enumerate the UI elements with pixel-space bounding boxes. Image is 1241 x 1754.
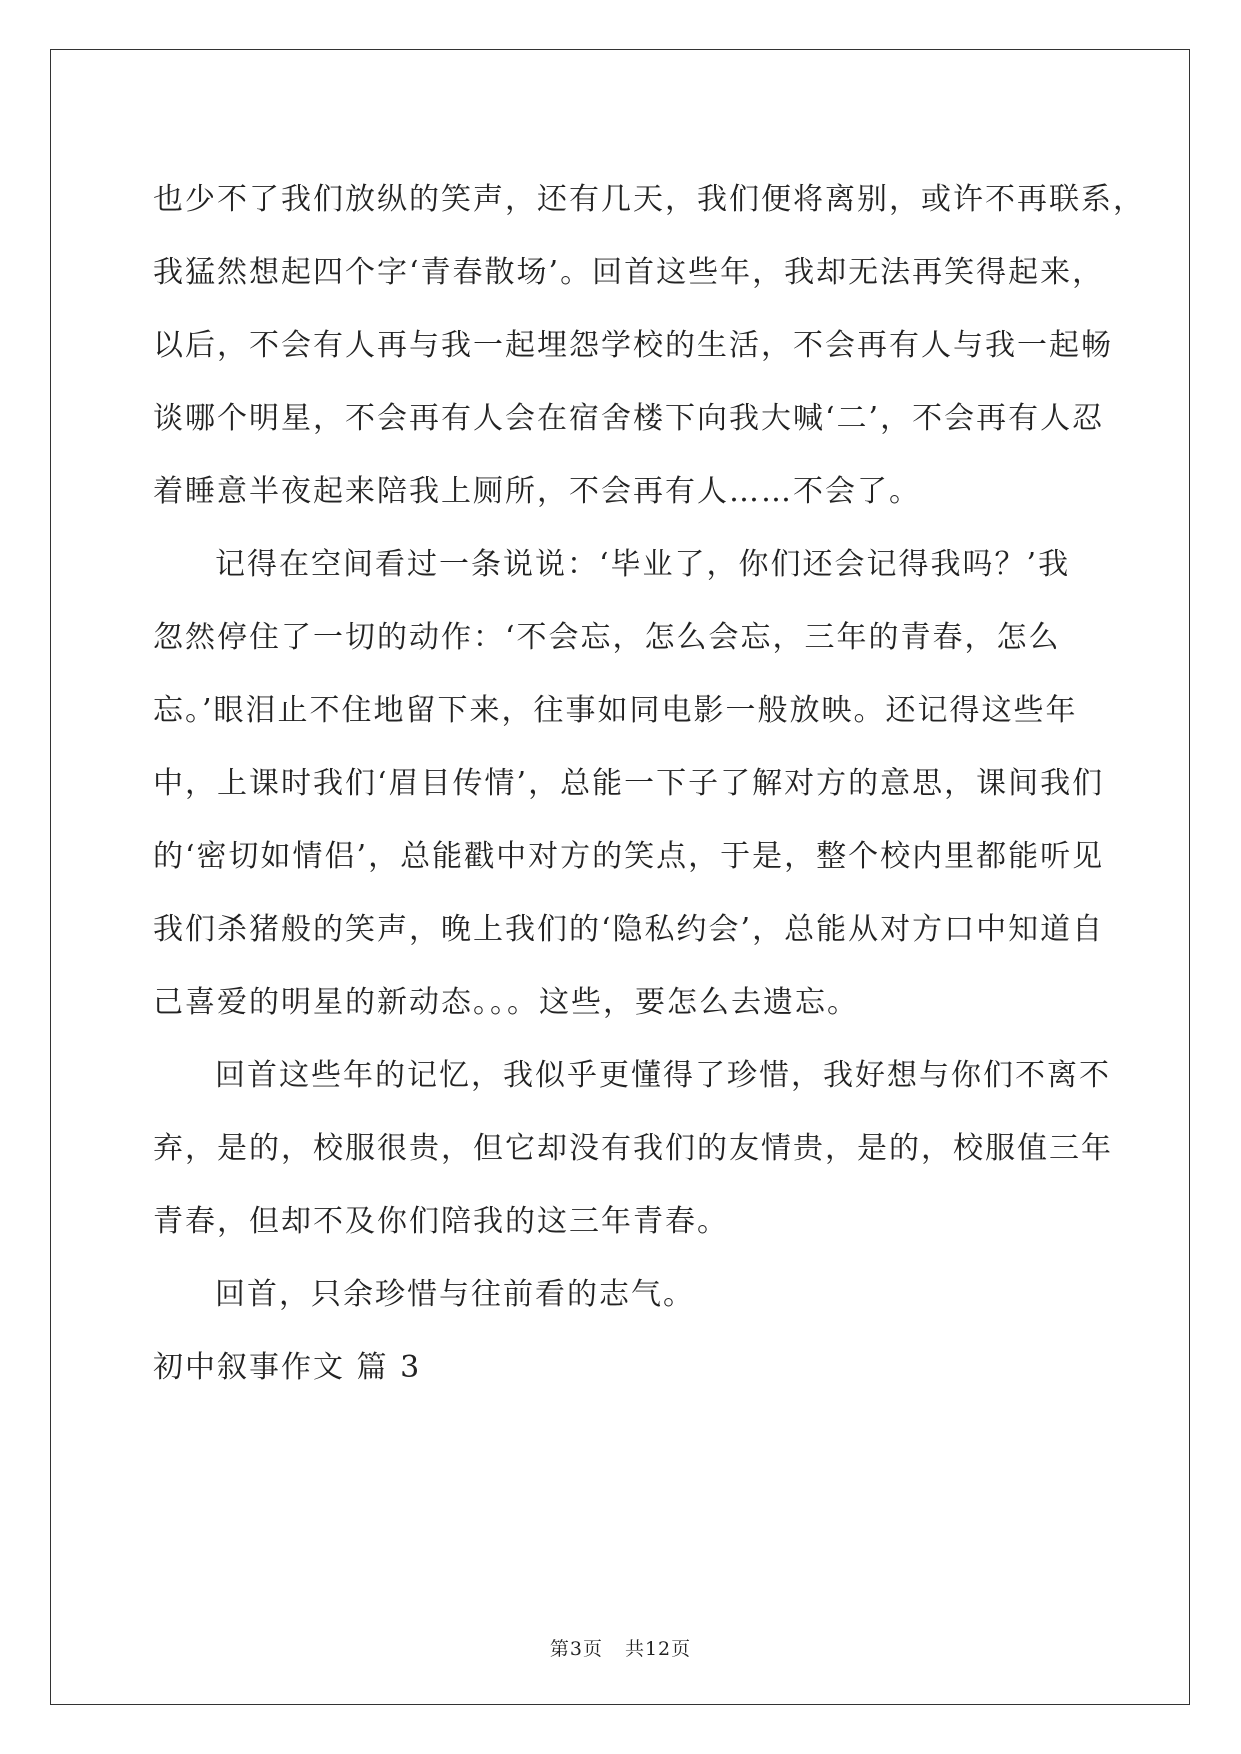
text-line: 忘。’眼泪止不住地留下来，往事如同电影一般放映。还记得这些年 xyxy=(153,693,1078,728)
text-line: 中，上课时我们‘眉目传情’，总能一下子了解对方的意思，课间我们 xyxy=(153,766,1105,801)
page-number: 第3页 xyxy=(549,1638,603,1660)
page-border xyxy=(50,49,1190,1705)
text-line: 青春，但却不及你们陪我的这三年青春。 xyxy=(153,1204,729,1239)
page-footer xyxy=(0,1634,1241,1661)
paragraph-start-line: 回首这些年的记忆，我似乎更懂得了珍惜，我好想与你们不离不 xyxy=(215,1058,1111,1093)
paragraph-start-line: 记得在空间看过一条说说：‘毕业了，你们还会记得我吗？’我 xyxy=(215,547,1071,582)
paragraph-start-line: 回首，只余珍惜与往前看的志气。 xyxy=(215,1277,695,1312)
text-line: 弃，是的，校服很贵，但它却没有我们的友情贵，是的，校服值三年 xyxy=(153,1131,1113,1166)
text-line: 以后，不会有人再与我一起埋怨学校的生活，不会再有人与我一起畅 xyxy=(153,328,1113,363)
text-line: 我们杀猪般的笑声，晚上我们的‘隐私约会’，总能从对方口中知道自 xyxy=(153,912,1105,947)
page-total: 共12页 xyxy=(624,1638,692,1660)
text-line: 谈哪个明星，不会再有人会在宿舍楼下向我大喊‘二’，不会再有人忍 xyxy=(153,401,1105,436)
section-heading: 初中叙事作文 篇 3 xyxy=(153,1350,422,1385)
text-line: 的‘密切如情侣’，总能戳中对方的笑点，于是，整个校内里都能听见 xyxy=(153,839,1105,874)
text-line: 忽然停住了一切的动作：‘不会忘，怎么会忘，三年的青春，怎么 xyxy=(153,620,1061,655)
text-line: 也少不了我们放纵的笑声，还有几天，我们便将离别，或许不再联系， xyxy=(153,182,1145,217)
text-line: 我猛然想起四个字‘青春散场’。回首这些年，我却无法再笑得起来， xyxy=(153,255,1105,290)
text-line: 己喜爱的明星的新动态。。。这些，要怎么去遗忘。 xyxy=(153,985,859,1020)
text-line: 着睡意半夜起来陪我上厕所，不会再有人……不会了。 xyxy=(153,474,921,509)
